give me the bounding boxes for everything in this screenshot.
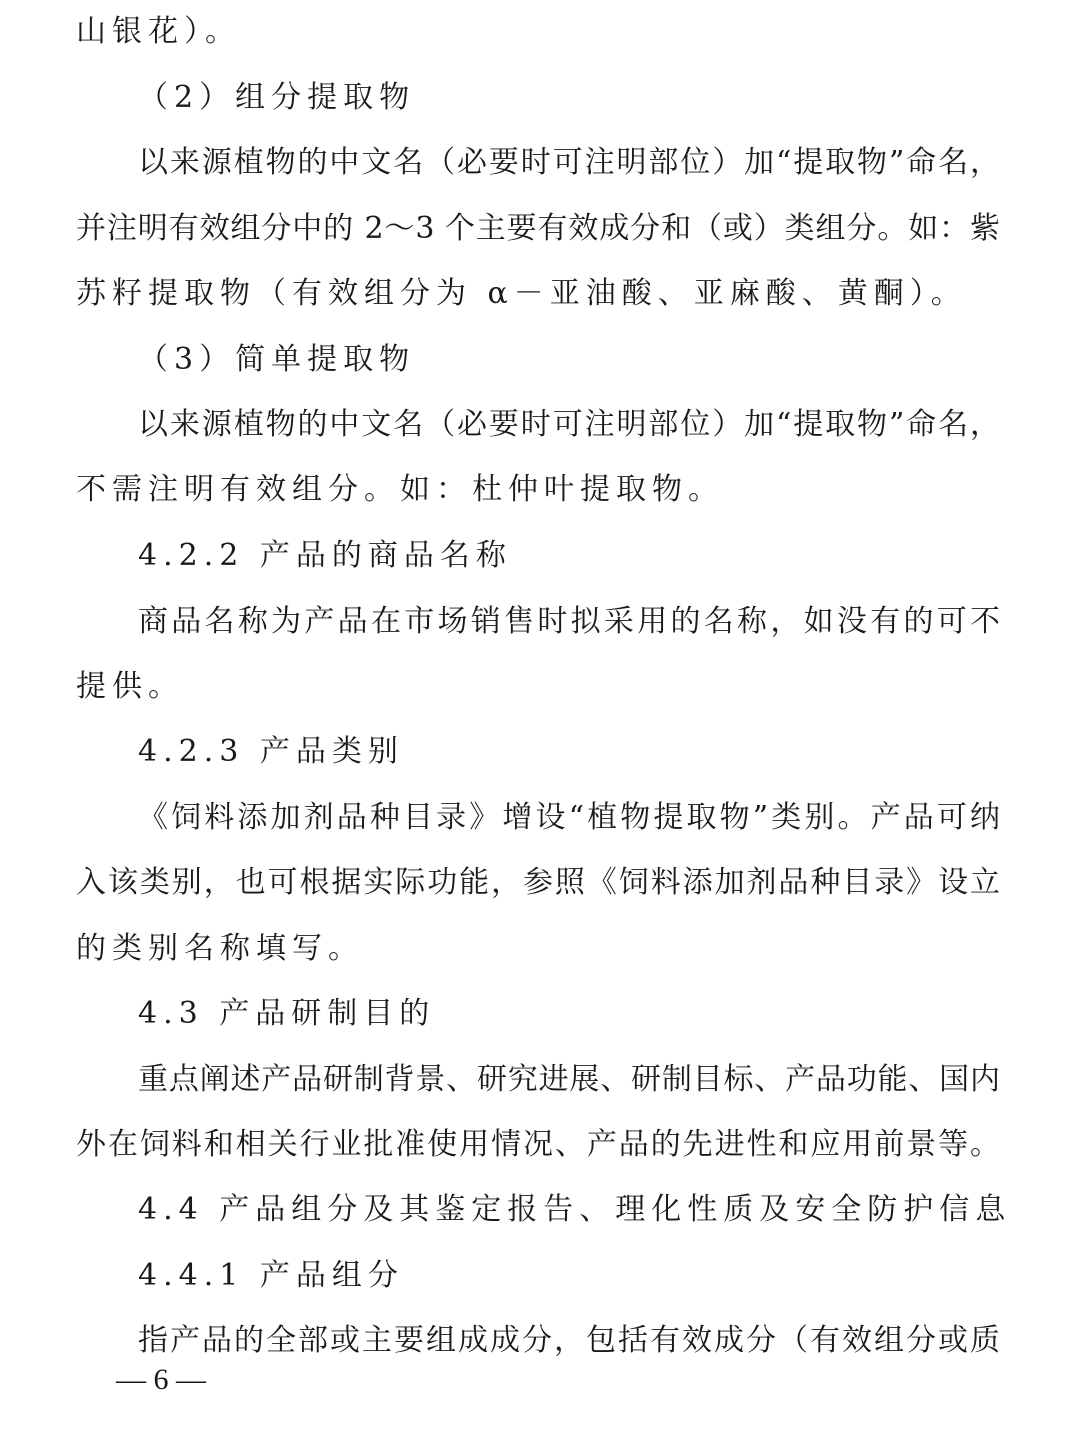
- text-line: 入该类别，也可根据实际功能，参照《饲料添加剂品种目录》设立: [76, 865, 1000, 900]
- section-heading: 4.3 产品研制目的: [138, 996, 436, 1031]
- text-line: 商品名称为产品在市场销售时拟采用的名称，如没有的可不: [138, 604, 1000, 639]
- text-line: 的类别名称填写。: [76, 931, 364, 966]
- text-line: 不需注明有效组分。如：杜仲叶提取物。: [76, 472, 724, 507]
- page-number: — 6 —: [116, 1363, 206, 1396]
- text-line: 以来源植物的中文名（必要时可注明部位）加“提取物”命名，: [138, 145, 1000, 180]
- text-line: 指产品的全部或主要组成成分，包括有效成分（有效组分或质: [138, 1323, 1000, 1358]
- text-line: 山银花）。: [76, 14, 241, 49]
- section-heading: （2）组分提取物: [138, 80, 416, 115]
- text-line: 重点阐述产品研制背景、研究进展、研制目标、产品功能、国内: [138, 1062, 1000, 1097]
- text-line: 外在饲料和相关行业批准使用情况、产品的先进性和应用前景等。: [76, 1127, 1000, 1162]
- text-line: 《饲料添加剂品种目录》增设“植物提取物”类别。产品可纳: [138, 800, 1000, 835]
- text-line: 并注明有效组分中的 2～3 个主要有效成分和（或）类组分。如：紫: [76, 211, 1000, 246]
- section-heading: 4.4.1 产品组分: [138, 1258, 404, 1293]
- text-line: 提供。: [76, 669, 184, 704]
- text-line: 苏籽提取物（有效组分为 α－亚油酸、亚麻酸、黄酮）。: [76, 276, 967, 311]
- section-heading: 4.4 产品组分及其鉴定报告、理化性质及安全防护信息: [138, 1192, 1012, 1227]
- text-line: 以来源植物的中文名（必要时可注明部位）加“提取物”命名，: [138, 407, 1000, 442]
- section-heading: 4.2.3 产品类别: [138, 734, 404, 769]
- section-heading: 4.2.2 产品的商品名称: [138, 538, 512, 573]
- section-heading: （3）简单提取物: [138, 342, 416, 377]
